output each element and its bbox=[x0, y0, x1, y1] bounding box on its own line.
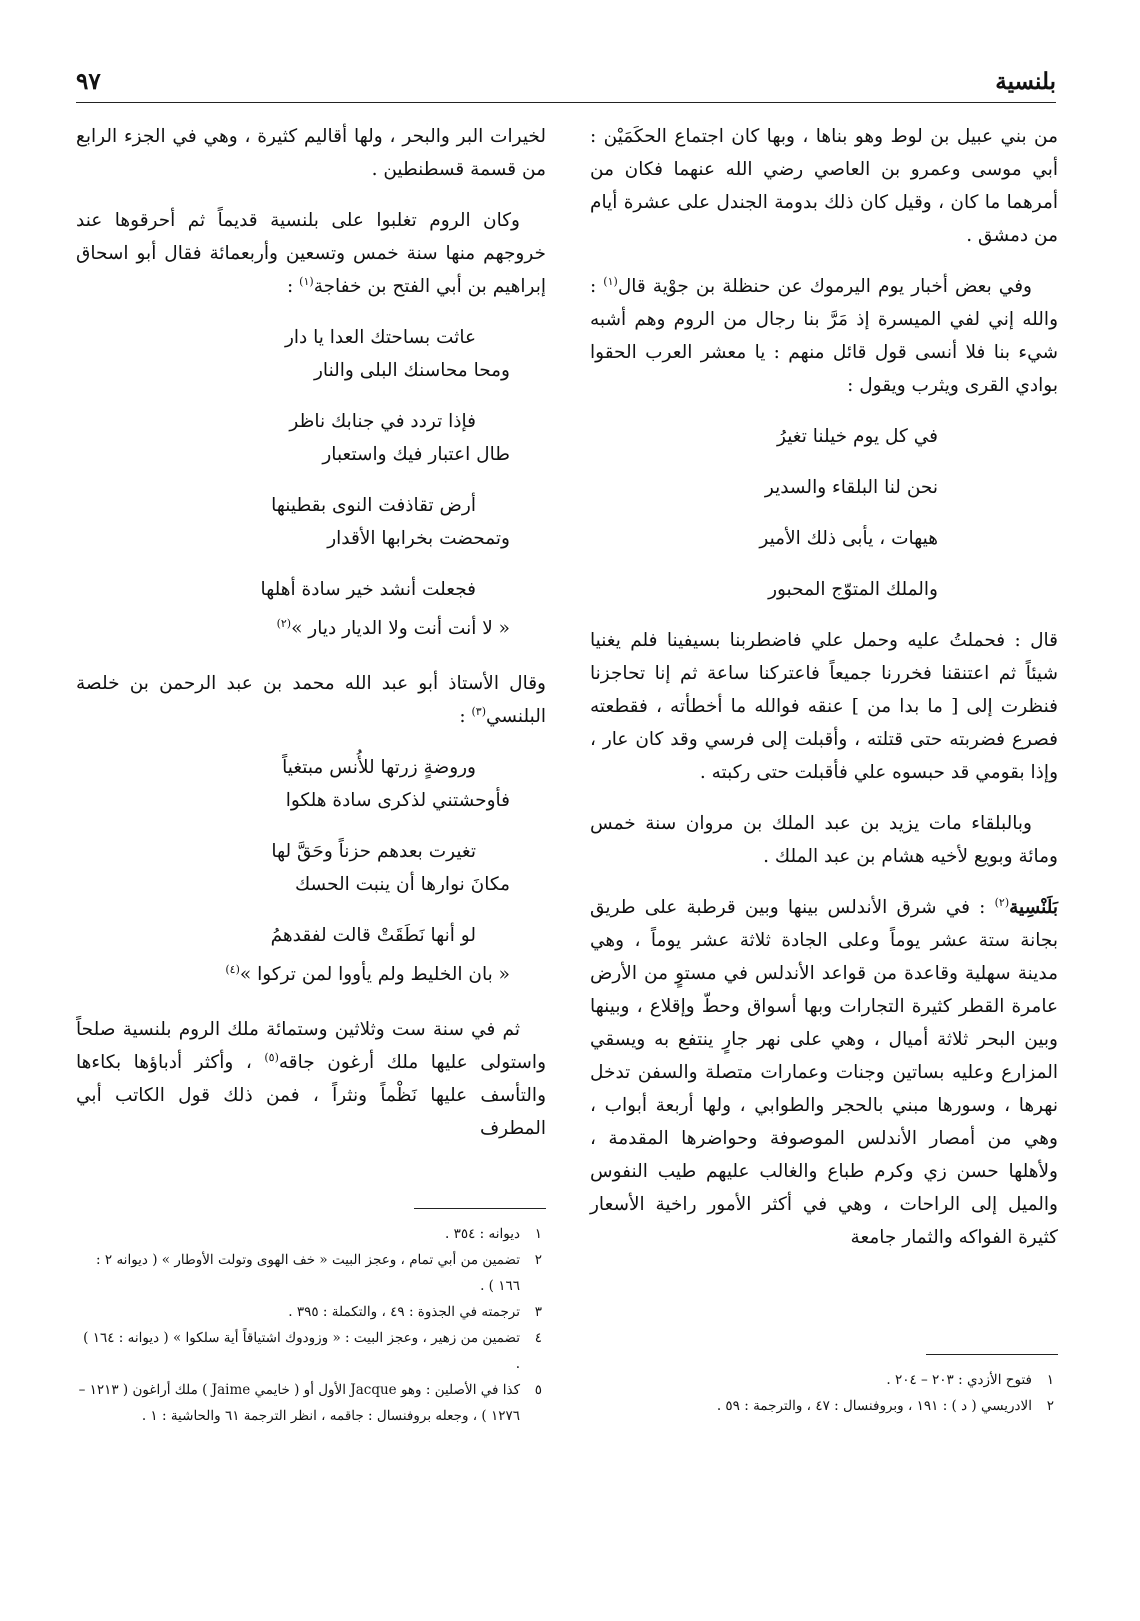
verse: في كل يوم خيلنا تغيرُ bbox=[777, 426, 938, 447]
footnote-ref: (٢) bbox=[994, 895, 1010, 909]
footnote-ref: (١) bbox=[603, 274, 618, 288]
hemistich: مكانَ نوارها أن ينبت الحسك bbox=[294, 874, 510, 895]
verse bbox=[76, 405, 546, 471]
verse bbox=[76, 573, 546, 606]
paragraph: وبالبلقاء مات يزيد بن عبد الملك بن مروان سنة خمس ومائة وبويع لأخيه هشام بن عبد الملك . bbox=[590, 813, 1058, 867]
footnote: ٢الادريسي ( د ) : ١٩١ ، وبروفنسال : ٤٧ ، والترجمة : ٥٩ . bbox=[716, 1398, 1054, 1414]
footnotes-right bbox=[590, 1354, 1058, 1419]
left-column bbox=[76, 120, 546, 1163]
paragraph: ثم في سنة ست وثلاثين وستمائة ملك الروم بلنسية صلحاً واستولى عليها ملك أرغون جاقه$^{(٥)}$ ، وأكثر أدباؤها بكاءها والتأسف عليها نَظْماً ونثراً ، فمن ذلك قول الكاتب أبي المطرف bbox=[76, 1019, 546, 1139]
paragraph: وفي بعض أخبار يوم اليرموك عن حنظلة بن جوْية قال$^{(١)}$ : والله إني لفي الميسرة إذ مَرَّ بنا رجال من الروم وهم أشبه شيء بنا فلا أنسى قول قائل منهم : يا معشر العرب الحقوا بوادي القرى ويثرب ويقول : bbox=[590, 274, 1058, 396]
poem bbox=[76, 321, 546, 645]
right-column bbox=[590, 120, 1058, 1272]
hemistich: طال اعتبار فيك واستعبار bbox=[322, 444, 510, 465]
verse: هيهات ، يأبى ذلك الأمير bbox=[759, 528, 938, 549]
footnote: ٥كذا في الأصلين : وهو Jacque الأول أو ( خايمي Jaime ) ملك أراغون ( ١٢١٣ – ١٢٧٦ ) ، وجعله بروفنسال : جاقمه ، انظر الترجمة ٦١ والحاشية : ١ . bbox=[78, 1382, 542, 1424]
footnote-rule bbox=[414, 1208, 546, 1209]
footnote: ٢تضمين من أبي تمام ، وعجز البيت « خف الهوى وتولت الأوطار » ( ديوانه ٢ : ١٦٦ ) . bbox=[96, 1252, 542, 1294]
footnote: ٣ترجمته في الجذوة : ٤٩ ، والتكملة : ٣٩٥ . bbox=[288, 1304, 542, 1320]
poem bbox=[590, 420, 1058, 606]
hemistich: فأوحشتني لذكرى سادة هلكوا bbox=[285, 790, 510, 811]
quoted-hemistich: « بان الخليط ولم يأووا لمن تركوا »$^{(٤)}$ bbox=[225, 962, 510, 985]
hemistich: تغيرت بعدهم حزناً وحَقَّ لها bbox=[271, 841, 476, 862]
hemistich: فإذا تردد في جنابك ناظر bbox=[289, 411, 476, 432]
entry-headword: بَلَنْسِية bbox=[1009, 897, 1058, 918]
hemistich: لو أنها نَطَقَتْ قالت لفقدهمُ bbox=[270, 925, 476, 946]
verse: نحن لنا البلقاء والسدير bbox=[764, 477, 938, 498]
page-number: ٩٧ bbox=[76, 68, 101, 95]
hemistich: فجعلت أنشد خير سادة أهلها bbox=[260, 579, 476, 600]
footnote-ref: (٤) bbox=[225, 962, 240, 976]
hemistich: عاثت بساحتك العدا يا دار bbox=[284, 327, 476, 348]
paragraph: وكان الروم تغلبوا على بلنسية قديماً ثم أحرقوها عند خروجهم منها سنة خمس وتسعين وأربعمائة فقال أبو اسحاق إبراهيم بن أبي الفتح بن خفاجة$^{(١)}$ : bbox=[76, 210, 546, 297]
footnote: ٤تضمين من زهير ، وعجز البيت : « وزودوك اشتياقاً أية سلكوا » ( ديوانه : ١٦٤ ) . bbox=[83, 1330, 542, 1372]
hemistich: وروضةٍ زرتها للأُنس مبتغياً bbox=[282, 757, 476, 778]
footnote: ١ديوانه : ٣٥٤ . bbox=[445, 1226, 542, 1242]
footnote: ١فتوح الأزدي : ٢٠٣ – ٢٠٤ . bbox=[886, 1372, 1054, 1388]
hemistich: وتمحضت بخرابها الأقدار bbox=[327, 528, 510, 549]
verse bbox=[76, 835, 546, 901]
verse bbox=[76, 751, 546, 817]
verse: والملك المتوّج المحبور bbox=[768, 579, 938, 600]
entry-paragraph: بَلَنْسِية$^{(٢)}$ : في شرق الأندلس بينها وبين قرطبة على طريق بجانة ستة عشر يوماً وعلى الجادة ثلاثة عشر يوماً ، وهي مدينة سهلية وقاعدة من قواعد الأندلس في مستوٍ من الأرض عامرة القطر كثيرة التجارات وبها أسواق وحطّ وإقلاع ، وبينها وبين البحر ثلاثة أميال ، وهي على نهر جارٍ ينتفع به ويسقي المزارع وعليه بساتين وجنات وعمارات متصلة والسفن تدخل نهرها ، وسورها مبني بالحجر والطوابي ، ولها أربعة أبواب ، وهي من أمصار الأندلس الموصوفة وحواضرها المقدمة ، ولأهلها حسن زي وكرم طباع والغالب عليهم طيب النفوس والميل إلى الراحات ، وهي في أكثر الأمور راخية الأسعار كثيرة الفواكه والثمار جامعة bbox=[590, 895, 1058, 1248]
paragraph: لخيرات البر والبحر ، ولها أقاليم كثيرة ، وهي في الجزء الرابع من قسمة قسطنطين . bbox=[76, 126, 546, 180]
footnote-ref: (٥) bbox=[264, 1050, 279, 1064]
footnote-rule bbox=[926, 1354, 1058, 1355]
footnote-ref: (٣) bbox=[471, 704, 486, 718]
poem bbox=[76, 751, 546, 991]
paragraph: وقال الأستاذ أبو عبد الله محمد بن عبد الرحمن بن خلصة البلنسي$^{(٣)}$ : bbox=[76, 673, 546, 727]
verse bbox=[76, 489, 546, 555]
verse bbox=[76, 919, 546, 952]
hemistich: أرض تقاذفت النوى بقطينها bbox=[271, 495, 476, 516]
running-title: بلنسية bbox=[995, 68, 1056, 95]
page-header bbox=[76, 62, 1056, 103]
verse bbox=[76, 321, 546, 387]
paragraph: قال : فحملتُ عليه وحمل علي فاضطربنا بسيفينا فلم يغنيا شيئاً ثم اعتنقنا فخررنا جميعاً فاعتركنا ساعة ثم إنا تحاجزنا فنظرت إلى [ ما بدا من ] عنقه فوالله ما أخطأته ، فقطعته فصرع فضربته حتى قتلته ، وأقبلت إلى فرسي وقد كان عار ، وإذا بقومي قد حبسوه علي فأقبلت حتى ركبته . bbox=[590, 630, 1058, 783]
footnotes-left bbox=[76, 1208, 546, 1429]
footnote-ref: (٢) bbox=[276, 616, 292, 630]
footnote-ref: (١) bbox=[299, 274, 314, 288]
hemistich: ومحا محاسنك البلى والنار bbox=[314, 360, 510, 381]
paragraph: من بني عبيل بن لوط وهو بناها ، وبها كان اجتماع الحكَمَيْن : أبي موسى وعمرو بن العاصي رضي الله عنهما فكان من أمرهما ما كان ، وقيل كان ذلك بدومة الجندل على عشرة أيام من دمشق . bbox=[590, 126, 1058, 246]
quoted-hemistich: « لا أنت أنت ولا الديار ديار »$^{(٢)}$ bbox=[276, 616, 510, 639]
